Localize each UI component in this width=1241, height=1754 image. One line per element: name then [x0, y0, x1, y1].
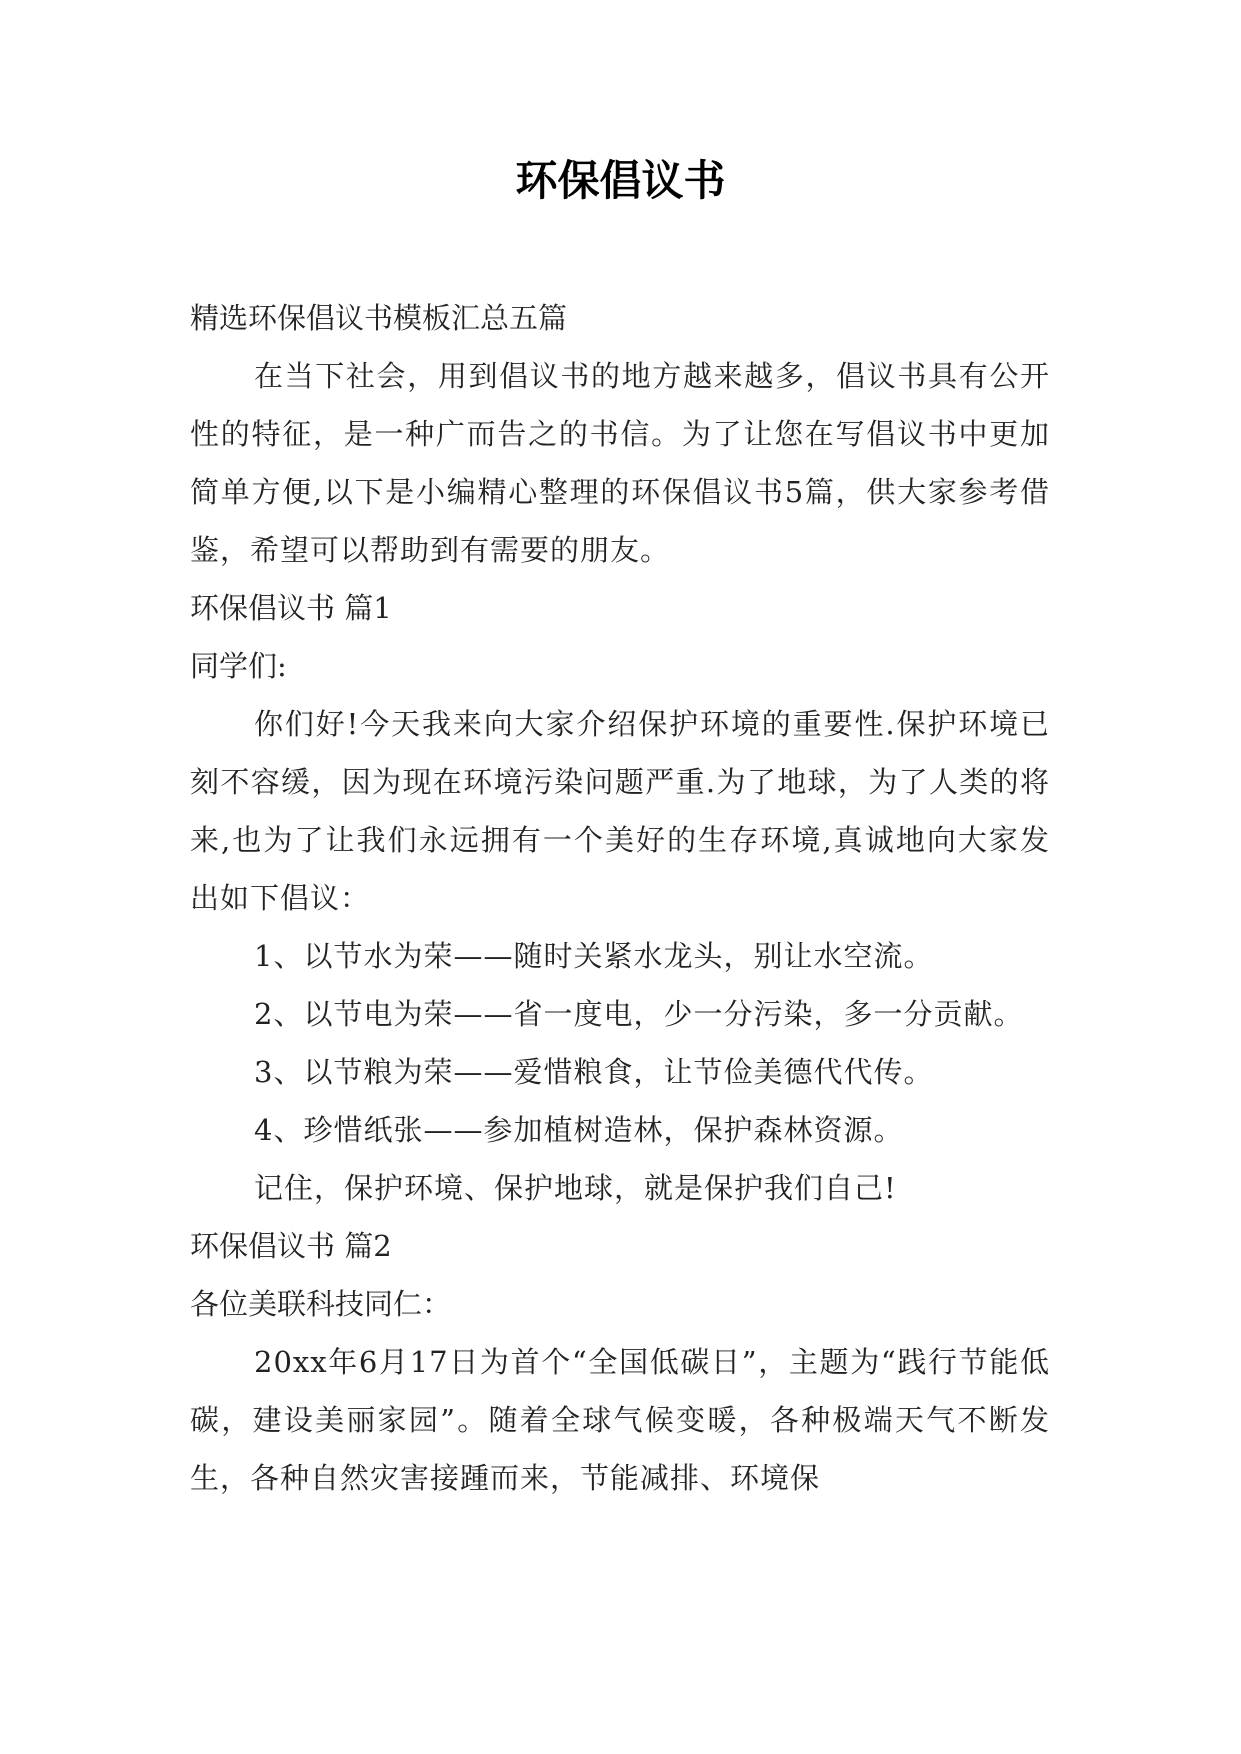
list-item-2: 2、以节电为荣——省一度电，少一分污染，多一分贡献。 — [254, 997, 1024, 1031]
salutation-2: 各位美联科技同仁： — [190, 1287, 452, 1321]
list-item-1: 1、以节水为荣——随时关紧水龙头，别让水空流。 — [254, 939, 934, 973]
paragraph-intro-heading: 精选环保倡议书模板汇总五篇 — [190, 301, 568, 335]
section-heading-1: 环保倡议书 篇1 — [190, 591, 392, 625]
closing-line-1: 记住，保护环境、保护地球，就是保护我们自己! — [254, 1171, 897, 1205]
section-heading-2: 环保倡议书 篇2 — [190, 1229, 392, 1263]
list-item-3: 3、以节粮为荣——爱惜粮食，让节俭美德代代传。 — [254, 1055, 934, 1089]
salutation-1: 同学们: — [190, 649, 287, 683]
paragraph-body-2: 20xx年6月17日为首个“全国低碳日”，主题为“践行节能低碳，建设美丽家园”。随着全球气候变暖，各种极端天气不断发生，各种自然灾害接踵而来，节能减排、环境保 — [190, 1345, 1050, 1495]
document-body — [190, 289, 1050, 1507]
paragraph-intro: 在当下社会，用到倡议书的地方越来越多，倡议书具有公开性的特征，是一种广而告之的书信。为了让您在写倡议书中更加简单方便,以下是小编精心整理的环保倡议书5篇，供大家参考借鉴，希望可以帮助到有需要的朋友。 — [190, 359, 1050, 567]
paragraph-body-1: 你们好!今天我来向大家介绍保护环境的重要性.保护环境已刻不容缓，因为现在环境污染问题严重.为了地球，为了人类的将来,也为了让我们永远拥有一个美好的生存环境,真诚地向大家发出如下倡议： — [190, 707, 1050, 915]
document-title: 环保倡议书 — [515, 156, 726, 205]
list-item-4: 4、珍惜纸张——参加植树造林，保护森林资源。 — [254, 1113, 904, 1147]
